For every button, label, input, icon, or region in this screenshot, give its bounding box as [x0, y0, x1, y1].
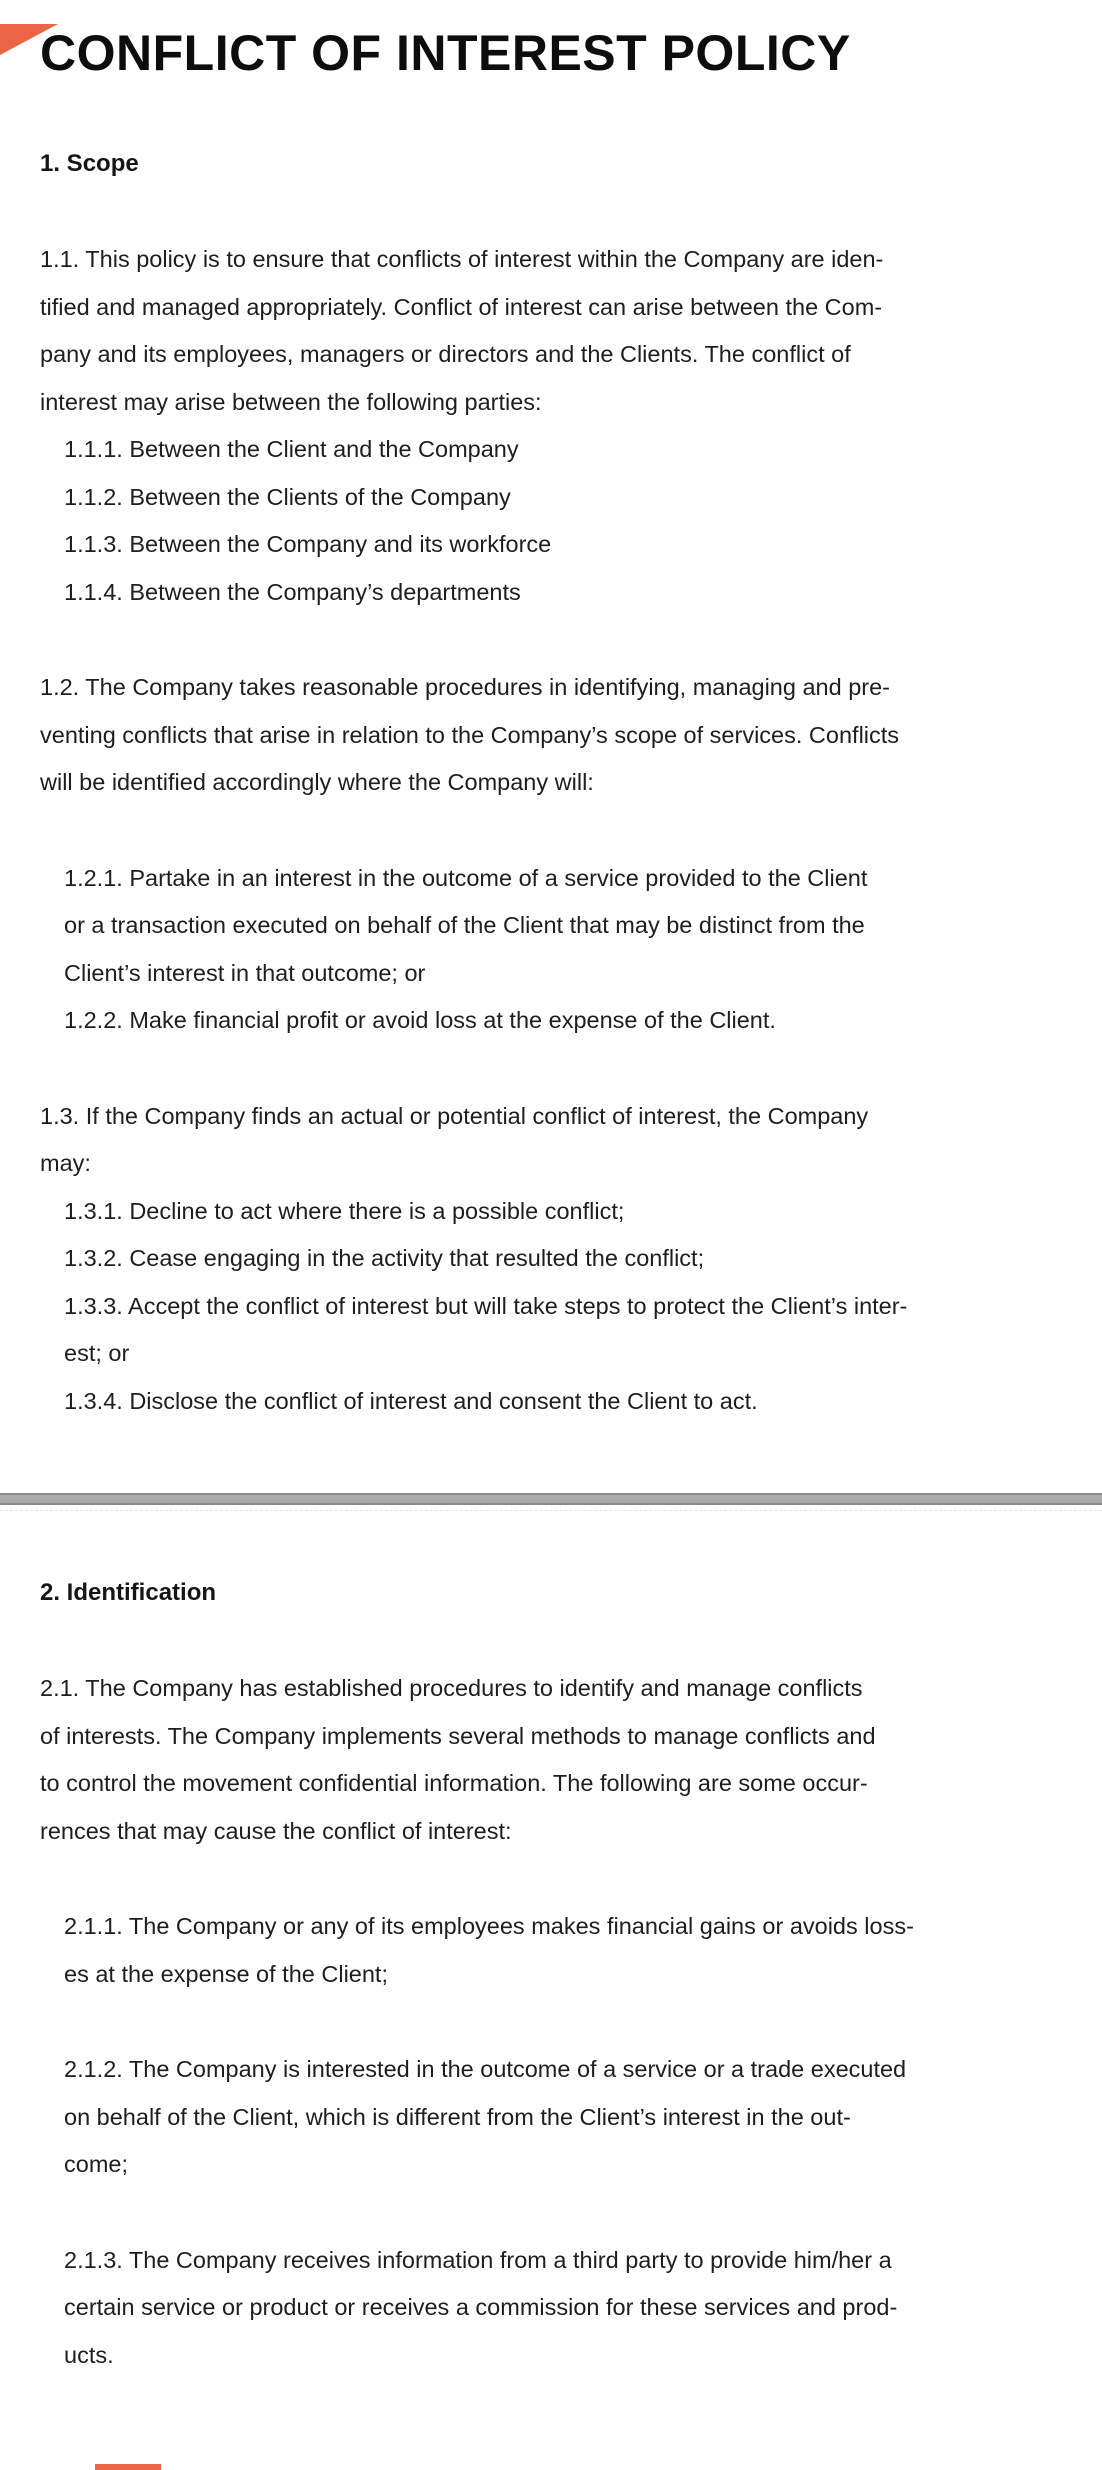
text-line: 1.2. The Company takes reasonable procedures in identifying, managing and pre- — [40, 674, 891, 700]
text-line: tified and managed appropriately. Conflict of interest can arise between the Com- — [40, 293, 883, 320]
page-break-dashed-line — [0, 1510, 1102, 1511]
text-line: 2.1.1. The Company or any of its employees makes financial gains or avoids loss- — [64, 1913, 914, 1939]
text-line: Client’s interest in that outcome; or — [64, 959, 426, 986]
text-line: est; or — [64, 1340, 130, 1366]
text-line: 1.1. This policy is to ensure that conflicts of interest within the Company are iden- — [40, 246, 884, 272]
text-line: 2.1. The Company has established procedures to identify and manage conflicts — [40, 1675, 863, 1701]
text-line: 1.3.4. Disclose the conflict of interest and consent the Client to act. — [64, 1387, 758, 1414]
page-break-divider — [0, 1493, 1102, 1511]
text-line: es at the expense of the Client; — [64, 1960, 388, 1987]
list-block — [64, 1903, 1062, 1998]
text-line: 1.2.1. Partake in an interest in the outcome of a service provided to the Client — [64, 864, 868, 891]
text-line: 1.3.1. Decline to act where there is a possible conflict; — [64, 1197, 625, 1224]
text-line: venting conflicts that arise in relation to the Company’s scope of services. Conflicts — [40, 721, 900, 748]
text-line: rences that may cause the conflict of interest: — [40, 1817, 512, 1844]
list-block — [64, 855, 1062, 1045]
text-line: 1.1.4. Between the Company’s departments — [64, 578, 521, 605]
text-line: certain service or product or receives a commission for these services and prod- — [64, 2294, 898, 2320]
bottom-accent-bar — [95, 2464, 161, 2470]
list-block — [64, 2237, 1062, 2380]
text-line: pany and its employees, managers or directors and the Clients. The conflict of — [40, 341, 851, 367]
text-line: 1.3. If the Company finds an actual or potential conflict of interest, the Company — [40, 1102, 869, 1129]
text-line: 2.1.3. The Company receives information from a third party to provide him/her a — [64, 2246, 892, 2273]
list-block — [64, 426, 1062, 616]
page-break-bar — [0, 1493, 1102, 1505]
list-block — [64, 1188, 1062, 1426]
text-line: 2.1.2. The Company is interested in the outcome of a service or a trade executed — [64, 2056, 907, 2082]
section-heading: 2. Identification — [40, 1579, 217, 1606]
text-line: will be identified accordingly where the Company will: — [40, 769, 594, 795]
text-line: may: — [40, 1150, 91, 1176]
paragraph-block — [40, 1093, 1062, 1188]
text-line: 1.3.3. Accept the conflict of interest but will take steps to protect the Client’s inter- — [64, 1292, 908, 1319]
document-title: CONFLICT OF INTEREST POLICY — [40, 25, 851, 81]
paragraph-block — [40, 1665, 1062, 1855]
document-body — [40, 146, 1062, 2379]
text-line: to control the movement confidential information. The following are some occur- — [40, 1770, 868, 1796]
text-line: come; — [64, 2151, 128, 2177]
text-line: 1.1.3. Between the Company and its workforce — [64, 531, 552, 557]
text-line: 1.1.2. Between the Clients of the Company — [64, 483, 511, 510]
text-line: on behalf of the Client, which is different from the Client’s interest in the out- — [64, 2103, 851, 2130]
text-line: 1.1.1. Between the Client and the Company — [64, 436, 519, 462]
section-heading: 1. Scope — [40, 150, 139, 177]
text-line: 1.3.2. Cease engaging in the activity that resulted the conflict; — [64, 1245, 705, 1271]
paragraph-block — [40, 664, 1062, 807]
text-line: ucts. — [64, 2341, 114, 2368]
document-page — [0, 24, 1102, 2379]
text-line: interest may arise between the following parties: — [40, 388, 542, 415]
text-line: or a transaction executed on behalf of the Client that may be distinct from the — [64, 912, 865, 938]
text-line: of interests. The Company implements several methods to manage conflicts and — [40, 1722, 876, 1749]
text-line: 1.2.2. Make financial profit or avoid loss at the expense of the Client. — [64, 1007, 776, 1033]
list-block — [64, 2046, 1062, 2189]
paragraph-block — [40, 236, 1062, 426]
